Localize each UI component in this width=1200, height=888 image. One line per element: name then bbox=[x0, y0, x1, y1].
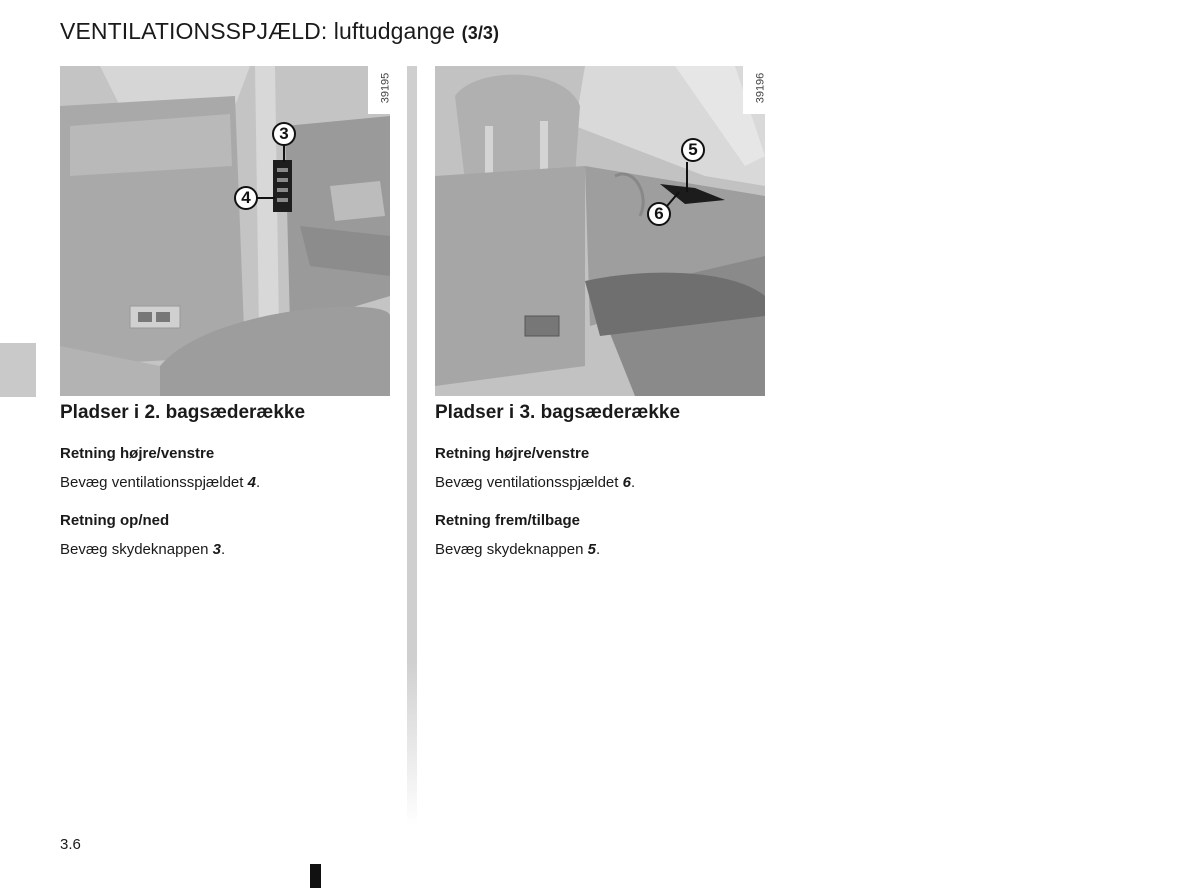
instruction-text: Bevæg skydeknappen 5. bbox=[435, 541, 601, 558]
column-divider bbox=[407, 66, 417, 826]
instruction-ref: 3 bbox=[212, 541, 221, 558]
figure-second-row bbox=[60, 66, 390, 396]
section-second-row bbox=[60, 401, 390, 578]
chapter-tab bbox=[0, 343, 36, 397]
callout-4: 4 bbox=[234, 186, 258, 210]
instruction-text: Bevæg skydeknappen 3. bbox=[60, 541, 226, 558]
callout-5: 5 bbox=[681, 138, 705, 162]
instruction-body: Bevæg skydeknappen bbox=[60, 541, 209, 558]
page-edge-mark bbox=[310, 864, 321, 888]
subheading-up-down: Retning op/ned bbox=[60, 512, 170, 529]
instruction-ref: 6 bbox=[622, 474, 631, 491]
instruction-ref: 5 bbox=[587, 541, 596, 558]
third-row-illustration bbox=[435, 66, 765, 396]
instruction-ref: 4 bbox=[247, 474, 256, 491]
page-number: 3.6 bbox=[60, 836, 81, 853]
instruction-body: Bevæg ventilationsspjældet bbox=[435, 474, 619, 491]
page-title bbox=[60, 18, 499, 45]
section-heading: Pladser i 3. bagsæderække bbox=[435, 402, 681, 423]
section-third-row bbox=[435, 401, 765, 578]
instruction-body: Bevæg ventilationsspjældet bbox=[60, 474, 244, 491]
page-title-part: (3/3) bbox=[461, 23, 500, 43]
instruction-text: Bevæg ventilationsspjældet 4. bbox=[60, 474, 261, 491]
subheading-left-right: Retning højre/venstre bbox=[435, 445, 590, 462]
section-heading: Pladser i 2. bagsæderække bbox=[60, 402, 306, 423]
instruction-text: Bevæg ventilationsspjældet 6. bbox=[435, 474, 636, 491]
subheading-left-right: Retning højre/venstre bbox=[60, 445, 215, 462]
callout-3: 3 bbox=[272, 122, 296, 146]
callout-6: 6 bbox=[647, 202, 671, 226]
second-row-illustration bbox=[60, 66, 390, 396]
instruction-body: Bevæg skydeknappen bbox=[435, 541, 584, 558]
page-title-text: VENTILATIONSSPJÆLD: luftudgange bbox=[60, 18, 456, 44]
figure-third-row bbox=[435, 66, 765, 396]
subheading-forward-back: Retning frem/tilbage bbox=[435, 512, 581, 529]
figure-code: 39195 bbox=[379, 72, 392, 104]
figure-code: 39196 bbox=[754, 72, 767, 104]
